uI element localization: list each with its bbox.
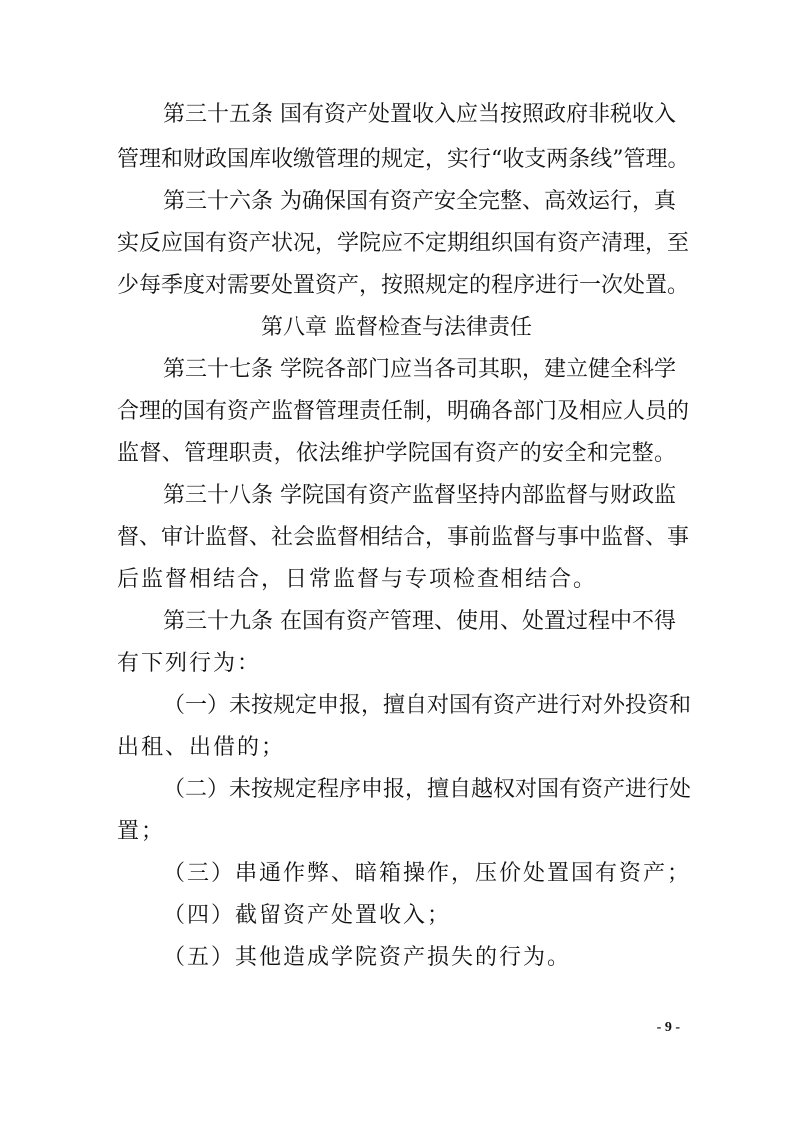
article-37-line-1: 第三十七条 学院各部门应当各司其职，建立健全科学: [163, 357, 676, 382]
chapter-heading-text: 第八章 监督检查与法律责任: [261, 315, 532, 340]
page-number: - 9 -: [656, 1020, 680, 1035]
article-37-line-2: 合理的国有资产监督管理责任制，明确各部门及相应人员的: [117, 399, 690, 424]
article-36-line-1: 第三十六条 为确保国有资产安全完整、高效运行，真: [163, 189, 676, 214]
item-1-line-2: 出租、出借的；: [117, 735, 286, 760]
article-37-line-3: 监督、管理职责，依法维护学院国有资产的安全和完整。: [117, 441, 676, 466]
item-2-line-2: 置；: [117, 819, 166, 844]
article-36-line-2: 实反应国有资产状况，学院应不定期组织国有资产清理，至: [117, 231, 690, 256]
article-36-line-3: 少每季度对需要处置资产，按照规定的程序进行一次处置。: [117, 273, 690, 298]
article-39-line-2: 有下列行为：: [117, 651, 262, 676]
article-35-line-1: 第三十五条 国有资产处置收入应当按照政府非税收入: [163, 102, 676, 127]
chapter-heading: [0, 313, 793, 343]
article-39-line-1: 第三十九条 在国有资产管理、使用、处置过程中不得: [163, 609, 676, 634]
article-38-line-3: 后监督相结合，日常监督与专项检查相结合。: [117, 567, 598, 592]
item-3: （三）串通作弊、暗箱操作，压价处置国有资产；: [163, 861, 692, 886]
article-38-line-1: 第三十八条 学院国有资产监督坚持内部监督与财政监: [163, 483, 676, 508]
article-38-line-2: 督、审计监督、社会监督相结合，事前监督与事中监督、事: [117, 525, 690, 550]
item-4: （四）截留资产处置收入；: [163, 903, 452, 928]
item-5: （五）其他造成学院资产损失的行为。: [163, 945, 572, 970]
item-1-line-1: （一）未按规定申报，擅自对国有资产进行对外投资和: [163, 693, 692, 718]
item-2-line-1: （二）未按规定程序申报，擅自越权对国有资产进行处: [163, 777, 692, 802]
article-35-line-2: 管理和财政国库收缴管理的规定，实行“收支两条线”管理。: [117, 147, 690, 172]
